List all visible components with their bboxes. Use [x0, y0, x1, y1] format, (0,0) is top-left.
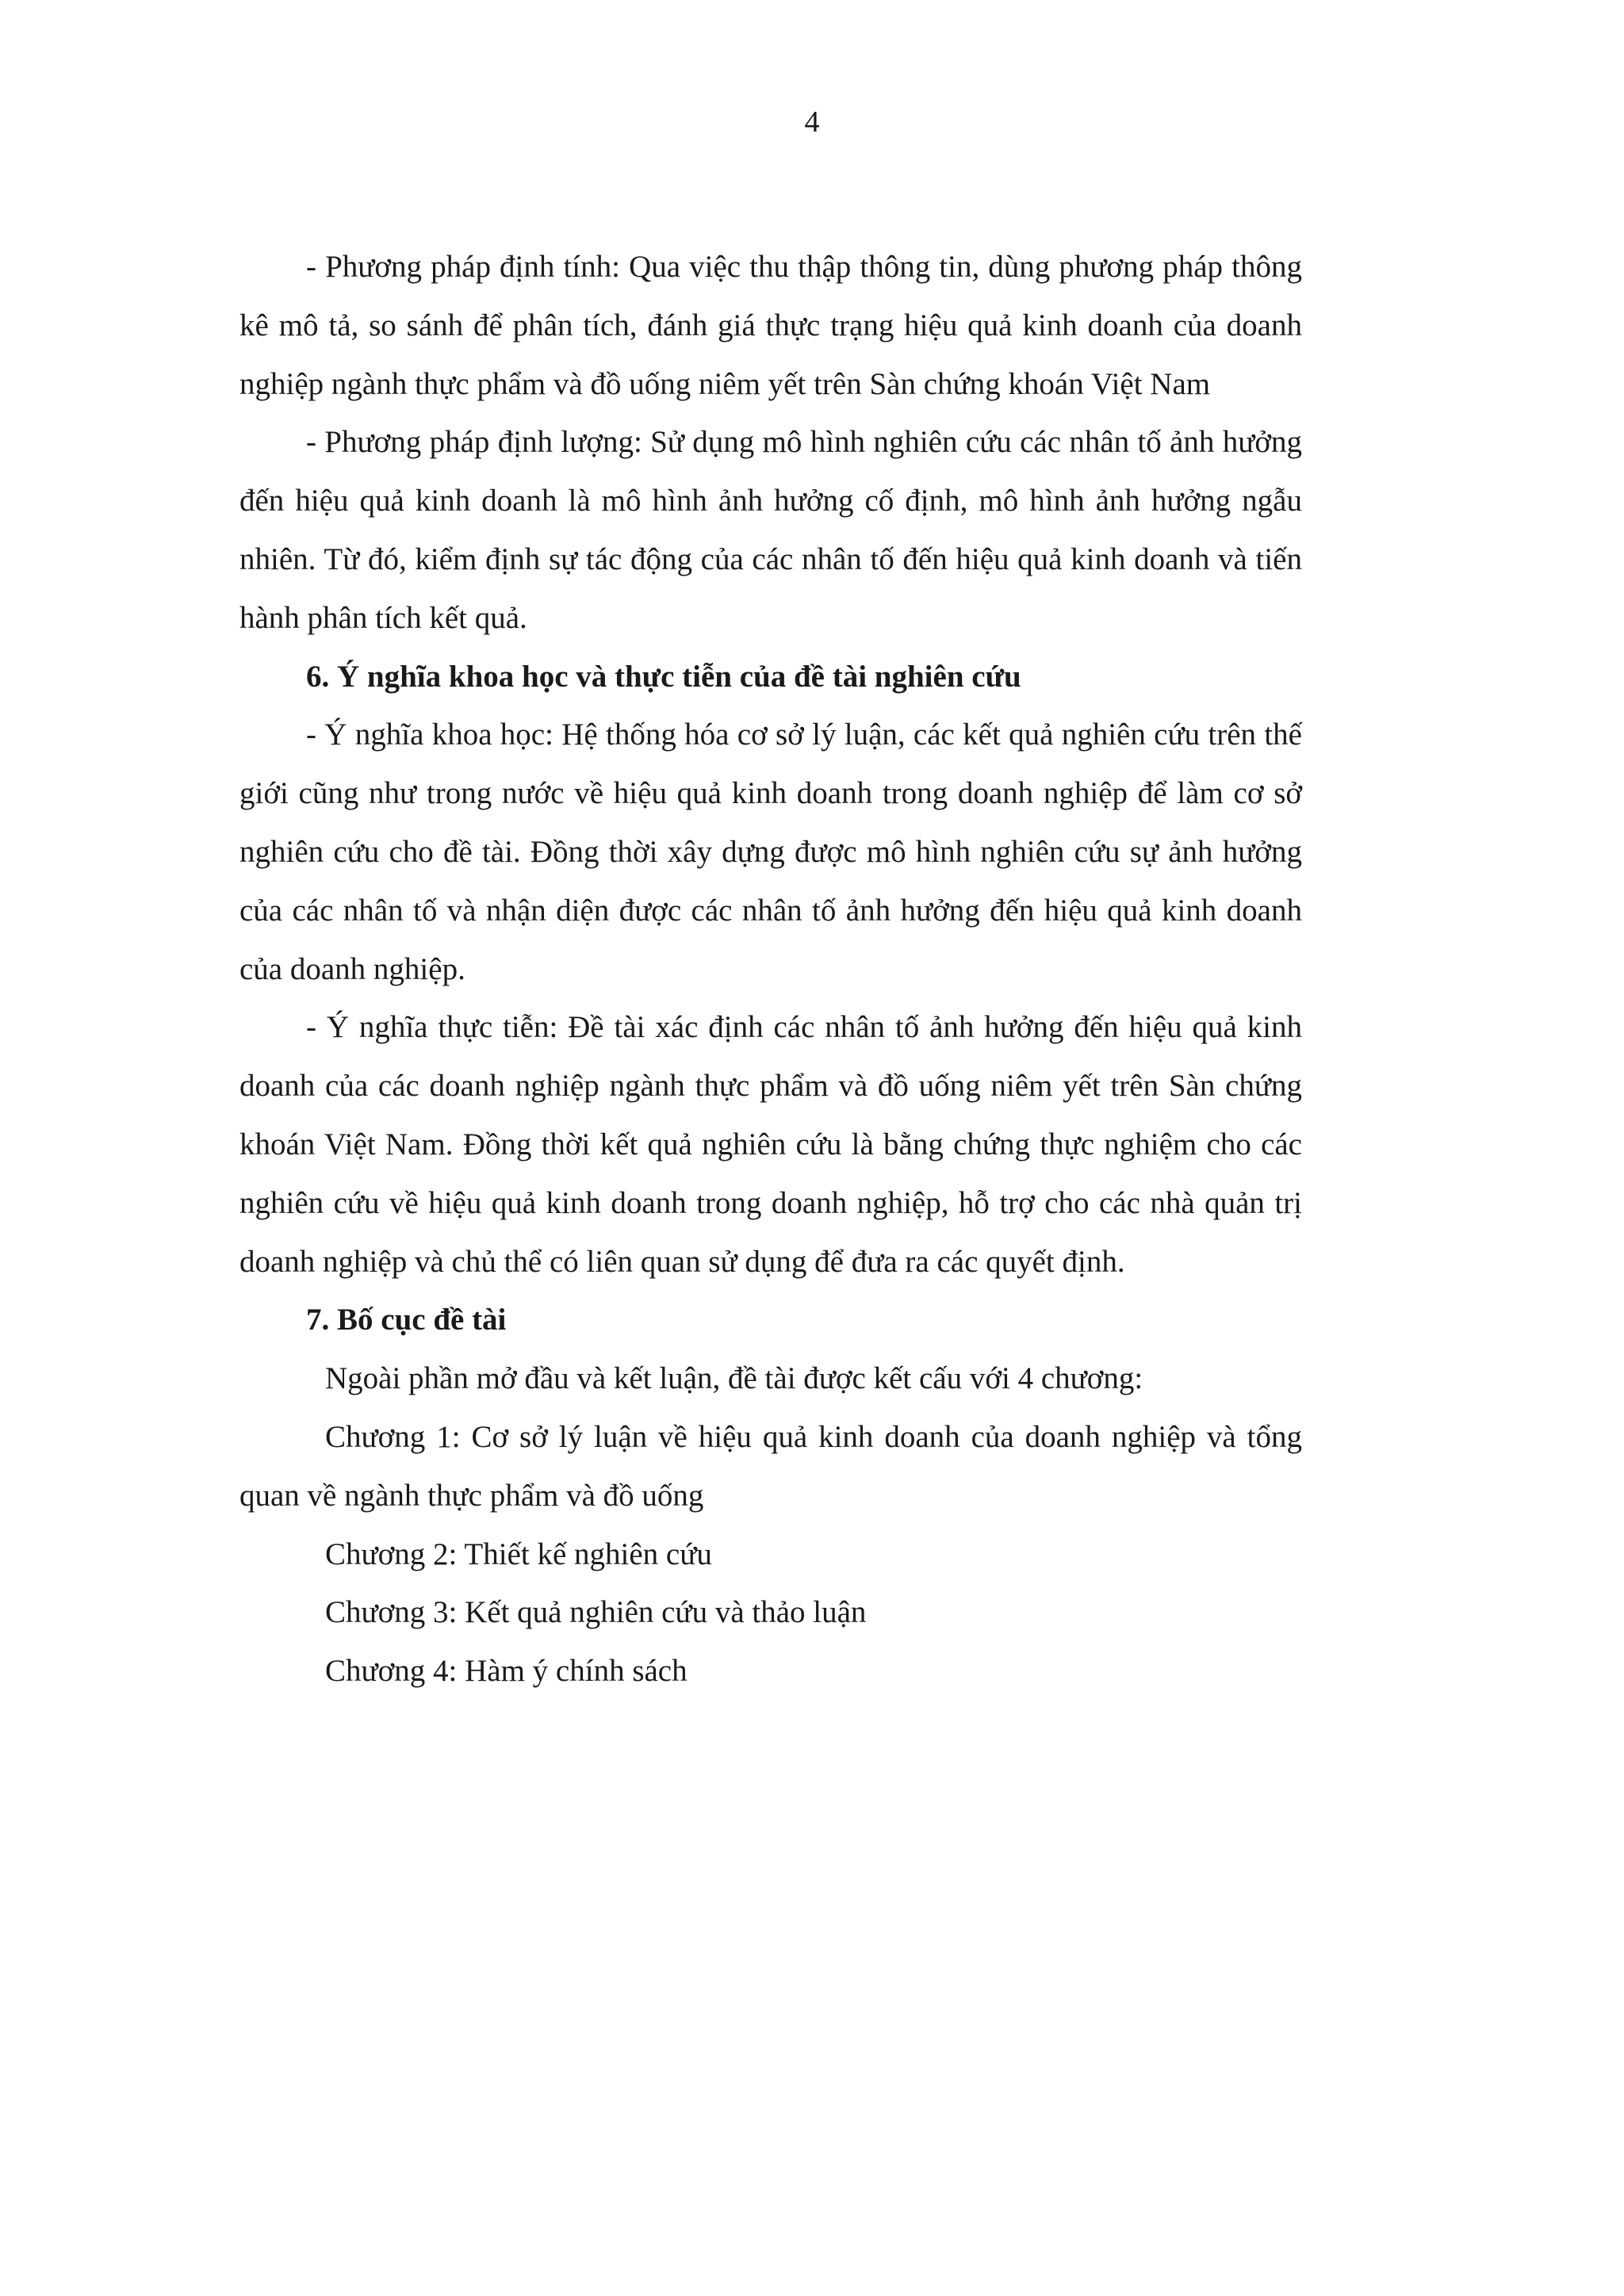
paragraph-scientific-significance: - Ý nghĩa khoa học: Hệ thống hóa cơ sở lý luận, các kết quả nghiên cứu trên thế giới cũng như trong nước về hiệu quả kinh doanh trong doanh nghiệp để làm cơ sở nghiên cứu cho đề tài. Đồng thời xây dựng được mô hình nghiên cứu sự ảnh hưởng của các nhân tố và nhận diện được các nhân tố ảnh hưởng đến hiệu quả kinh doanh của doanh nghiệp. — [239, 718, 1302, 986]
structure-intro: Ngoài phần mở đầu và kết luận, đề tài được kết cấu với 4 chương: — [325, 1361, 1143, 1396]
body-text — [239, 238, 1302, 1701]
chapter-item: Chương 2: Thiết kế nghiên cứu — [325, 1536, 712, 1571]
paragraph-qualitative-method: - Phương pháp định tính: Qua việc thu thập thông tin, dùng phương pháp thông kê mô tả, so sánh để phân tích, đánh giá thực trạng hiệu quả kinh doanh của doanh nghiệp ngành thực phẩm và đồ uống niêm yết trên Sàn chứng khoán Việt Nam — [239, 250, 1302, 401]
paragraph-quantitative-method: - Phương pháp định lượng: Sử dụng mô hình nghiên cứu các nhân tố ảnh hưởng đến hiệu quả kinh doanh là mô hình ảnh hưởng cố định, mô hình ảnh hưởng ngẫu nhiên. Từ đó, kiểm định sự tác động của các nhân tố đến hiệu quả kinh doanh và tiến hành phân tích kết quả. — [239, 425, 1302, 635]
chapter-item: Chương 3: Kết quả nghiên cứu và thảo luận — [325, 1595, 867, 1630]
section-7-heading: 7. Bố cục đề tài — [306, 1303, 507, 1337]
page-number: 4 — [804, 105, 820, 139]
paragraph-practical-significance: - Ý nghĩa thực tiễn: Đề tài xác định các nhân tố ảnh hưởng đến hiệu quả kinh doanh của các doanh nghiệp ngành thực phẩm và đồ uống niêm yết trên Sàn chứng khoán Việt Nam. Đồng thời kết quả nghiên cứu là bằng chứng thực nghiệm cho các nghiên cứu về hiệu quả kinh doanh trong doanh nghiệp, hỗ trợ cho các nhà quản trị doanh nghiệp và chủ thể có liên quan sử dụng để đưa ra các quyết định. — [239, 1010, 1302, 1279]
section-6-heading: 6. Ý nghĩa khoa học và thực tiễn của đề tài nghiên cứu — [306, 659, 1021, 694]
chapter-list — [239, 1408, 1302, 1701]
chapter-item: Chương 4: Hàm ý chính sách — [325, 1654, 688, 1689]
chapter-item: Chương 1: Cơ sở lý luận về hiệu quả kinh doanh của doanh nghiệp và tổng quan về ngành thực phẩm và đồ uống — [239, 1419, 1302, 1513]
